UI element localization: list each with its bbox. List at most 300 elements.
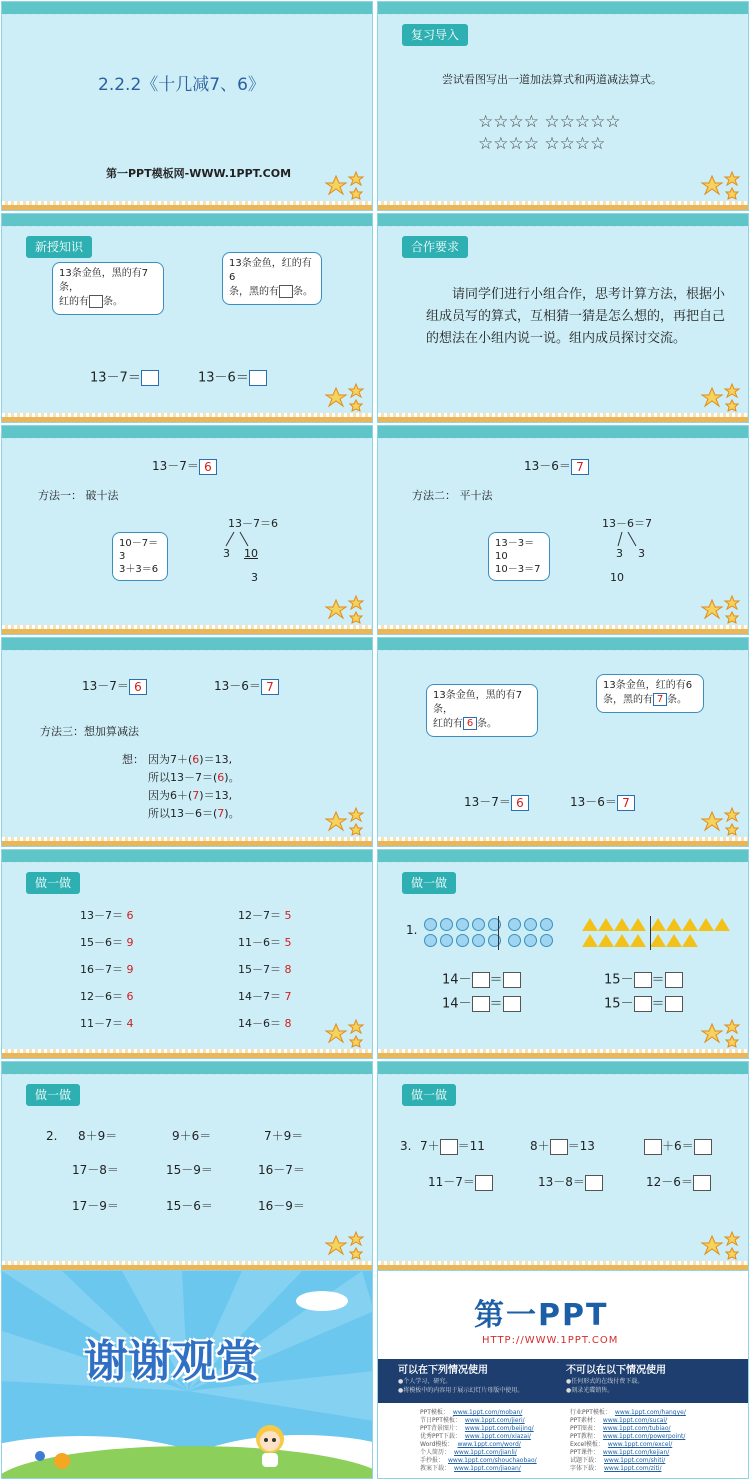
slide-info bbox=[377, 1270, 749, 1479]
blank-box bbox=[585, 1175, 603, 1191]
scallop-band bbox=[2, 850, 372, 862]
split-left: 3 bbox=[616, 547, 623, 560]
equation-text: 7＋ bbox=[420, 1139, 440, 1153]
blank-equation bbox=[420, 1138, 485, 1155]
link-row[interactable] bbox=[570, 1457, 665, 1465]
equation-text: 13－6＝ bbox=[570, 795, 617, 809]
think-label: 想： bbox=[122, 753, 144, 766]
stars-decoration-icon bbox=[322, 1018, 366, 1048]
speech-bubble-right bbox=[222, 252, 322, 305]
triangle-shape bbox=[682, 934, 698, 947]
triangle-shape bbox=[598, 918, 614, 931]
blank-box bbox=[634, 972, 652, 988]
stars-row-2: ☆☆☆☆ ☆☆☆☆ bbox=[478, 134, 606, 154]
blank-box bbox=[440, 1139, 458, 1155]
equation-1 bbox=[464, 794, 529, 811]
scallop-band bbox=[2, 426, 372, 438]
method-label: 方法三：想加算减法 bbox=[40, 725, 139, 738]
answer-box: 6 bbox=[463, 717, 477, 730]
practice-answer: 4 bbox=[123, 1017, 134, 1030]
equation-2 bbox=[198, 370, 267, 387]
link-url[interactable]: www.1ppt.com/jiaoan/ bbox=[454, 1465, 521, 1472]
equation-text: 13－6＝ bbox=[524, 459, 571, 473]
cooperation-text: 请同学们进行小组合作，思考计算方法，根据小组成员写的算式，互相猜一猜是怎么想的，再把自己的想法在小组内说一说。组内成员探讨交流。 bbox=[426, 287, 726, 346]
practice-answer: 9 bbox=[123, 963, 134, 976]
bubble-text: 红的有 bbox=[433, 718, 463, 730]
link-label: 字体下载： bbox=[570, 1465, 601, 1472]
equation-text: 13－8＝ bbox=[538, 1175, 585, 1189]
scallop-band bbox=[378, 850, 748, 862]
bottom-band bbox=[378, 417, 748, 422]
slide-title bbox=[1, 1, 373, 211]
scallop-band bbox=[378, 214, 748, 226]
reason-answer: 7 bbox=[217, 807, 225, 820]
scallop-band bbox=[378, 638, 748, 650]
divider-line bbox=[498, 916, 499, 950]
blank-equation bbox=[604, 996, 683, 1013]
triangle-shape bbox=[598, 934, 614, 947]
practice-answer: 8 bbox=[281, 963, 292, 976]
link-label: 教案下载： bbox=[420, 1465, 451, 1472]
section-tag: 做一做 bbox=[402, 872, 456, 894]
stars-decoration-icon bbox=[322, 382, 366, 412]
link-row[interactable] bbox=[420, 1425, 534, 1433]
link-label: PPT课件： bbox=[570, 1449, 599, 1456]
slide-method-1 bbox=[1, 425, 373, 635]
bubble-text: 13条金鱼，黑的有7条， bbox=[59, 268, 149, 293]
bottom-band bbox=[2, 629, 372, 634]
link-label: PPT背景图片： bbox=[420, 1425, 461, 1432]
answer-box: 7 bbox=[571, 459, 589, 475]
bottom-band bbox=[2, 205, 372, 210]
divider-line bbox=[650, 916, 651, 950]
slide-review bbox=[377, 1, 749, 211]
bubble-text: 红的有 bbox=[59, 296, 89, 308]
link-url[interactable]: www.1ppt.com/word/ bbox=[457, 1441, 521, 1448]
stars-decoration-icon bbox=[698, 382, 742, 412]
cartoon-character-icon bbox=[248, 1421, 292, 1471]
link-label: 优秀PPT下载： bbox=[420, 1433, 461, 1440]
blank-box bbox=[503, 972, 521, 988]
reason-answer: 7 bbox=[192, 789, 200, 802]
equation-text: 12－6＝ bbox=[646, 1175, 693, 1189]
practice-answer: 6 bbox=[123, 909, 134, 922]
circle-shape bbox=[508, 934, 521, 947]
slide-new-knowledge bbox=[1, 213, 373, 423]
blank-box bbox=[693, 1175, 711, 1191]
circle-shape bbox=[440, 918, 453, 931]
triangle-shape bbox=[582, 934, 598, 947]
exercise: 8＋9＝ bbox=[78, 1129, 118, 1143]
bottom-band bbox=[2, 1053, 372, 1058]
link-label: 试题下载： bbox=[570, 1457, 601, 1464]
equation-text: 13－7＝ bbox=[152, 459, 199, 473]
stars-decoration-icon bbox=[322, 806, 366, 836]
circle-shape bbox=[456, 934, 469, 947]
practice-item bbox=[80, 1016, 134, 1032]
circle-shape bbox=[424, 934, 437, 947]
exercise: 16－9＝ bbox=[258, 1199, 305, 1213]
section-tag: 做一做 bbox=[26, 872, 80, 894]
link-url[interactable]: www.1ppt.com/xiazai/ bbox=[464, 1433, 531, 1440]
practice-item bbox=[238, 989, 292, 1005]
circle-shape bbox=[424, 918, 437, 931]
thanks-title: 谢谢观赏 bbox=[84, 1336, 260, 1387]
triangle-shape bbox=[614, 934, 630, 947]
triangle-shape bbox=[666, 934, 682, 947]
answer-box: 6 bbox=[129, 679, 147, 695]
bubble-text: 条。 bbox=[477, 718, 497, 730]
equation-text: 11－7＝ bbox=[428, 1175, 475, 1189]
scallop-band bbox=[2, 2, 372, 14]
slide-answers bbox=[377, 637, 749, 847]
cannot-use-item: ●任何形式的在线付费下载。 bbox=[566, 1378, 644, 1385]
link-label: 行业PPT模板： bbox=[570, 1409, 611, 1416]
scallop-band bbox=[378, 426, 748, 438]
practice-question: 15－6＝ bbox=[80, 936, 123, 949]
equation-text: ＝11 bbox=[457, 1139, 485, 1153]
link-row[interactable] bbox=[420, 1433, 531, 1441]
practice-answer: 6 bbox=[123, 990, 134, 1003]
link-row[interactable] bbox=[570, 1425, 671, 1433]
answer-box: 7 bbox=[653, 693, 667, 706]
practice-item bbox=[238, 1016, 292, 1032]
split-bottom: 10 bbox=[610, 571, 624, 584]
answer-box bbox=[141, 370, 159, 386]
blank-box bbox=[89, 295, 103, 308]
equation-answered bbox=[524, 458, 589, 475]
triangle-shape bbox=[666, 918, 682, 931]
triangle-shape bbox=[698, 918, 714, 931]
link-label: 手抄报： bbox=[420, 1457, 445, 1464]
equation-text: 15－ bbox=[604, 996, 634, 1012]
question-number: 2. bbox=[46, 1129, 58, 1143]
tree-top: 13－6＝7 bbox=[602, 517, 652, 530]
link-row[interactable] bbox=[420, 1465, 521, 1473]
bubble-text: 13－3＝10 bbox=[495, 538, 535, 562]
link-url[interactable]: www.1ppt.com/jieri/ bbox=[464, 1417, 525, 1424]
bubble-text: 3＋3＝6 bbox=[119, 564, 159, 575]
stars-decoration-icon bbox=[698, 1018, 742, 1048]
reason-text: )。 bbox=[224, 771, 240, 784]
can-use-item: ●个人学习、研究。 bbox=[398, 1378, 452, 1385]
equation-text: ＝ bbox=[489, 996, 503, 1012]
slide-practice-2 bbox=[377, 849, 749, 1059]
stars-decoration-icon bbox=[698, 170, 742, 200]
link-label: PPT教程： bbox=[570, 1433, 599, 1440]
speech-bubble-left bbox=[426, 684, 538, 737]
stars-decoration-icon bbox=[322, 170, 366, 200]
reason-answer: 6 bbox=[192, 753, 200, 766]
link-label: Word模板： bbox=[420, 1441, 454, 1448]
blank-box bbox=[550, 1139, 568, 1155]
blank-box bbox=[665, 972, 683, 988]
bottom-band bbox=[378, 841, 748, 846]
blank-equation bbox=[530, 1138, 595, 1155]
bubble-text: 条。 bbox=[667, 694, 687, 706]
blank-equation bbox=[442, 996, 521, 1013]
equation-text: ＝13 bbox=[567, 1139, 595, 1153]
link-row[interactable] bbox=[570, 1449, 669, 1457]
exercise: 9＋6＝ bbox=[172, 1129, 212, 1143]
circle-shape bbox=[456, 918, 469, 931]
bubble-text: 13条金鱼，黑的有7条， bbox=[433, 690, 523, 715]
practice-item bbox=[80, 989, 134, 1005]
practice-answer: 9 bbox=[123, 936, 134, 949]
blank-equation bbox=[538, 1174, 603, 1191]
bottom-band bbox=[378, 629, 748, 634]
scallop-band bbox=[378, 2, 748, 14]
question-number: 1. bbox=[406, 923, 418, 937]
scallop-band bbox=[2, 1062, 372, 1074]
equation-text: ＝ bbox=[651, 996, 665, 1012]
speech-bubble-left bbox=[52, 262, 164, 315]
blank-box bbox=[503, 996, 521, 1012]
stars-decoration-icon bbox=[322, 1230, 366, 1260]
practice-answer: 7 bbox=[281, 990, 292, 1003]
blank-box bbox=[634, 996, 652, 1012]
blank-box bbox=[694, 1139, 712, 1155]
bottom-band bbox=[2, 841, 372, 846]
triangle-shape bbox=[630, 918, 646, 931]
practice-item bbox=[80, 962, 134, 978]
exercise: 16－7＝ bbox=[258, 1163, 305, 1177]
link-url[interactable]: www.1ppt.com/jianli/ bbox=[454, 1449, 517, 1456]
equation-1 bbox=[90, 370, 159, 387]
reason-text: )。 bbox=[224, 807, 240, 820]
link-label: 个人简历： bbox=[420, 1449, 451, 1456]
triangle-shape bbox=[650, 934, 666, 947]
scallop-band bbox=[2, 638, 372, 650]
split-left: 3 bbox=[223, 547, 230, 560]
link-row[interactable] bbox=[570, 1417, 667, 1425]
circle-shape bbox=[524, 934, 537, 947]
practice-item bbox=[238, 935, 292, 951]
section-tag: 合作要求 bbox=[402, 236, 468, 258]
link-url[interactable]: www.1ppt.com/powerpoint/ bbox=[602, 1433, 686, 1440]
section-tag: 复习导入 bbox=[402, 24, 468, 46]
stars-decoration-icon bbox=[322, 594, 366, 624]
slide-practice-4 bbox=[377, 1061, 749, 1271]
equation-text: 15－ bbox=[604, 972, 634, 988]
slide-practice-3 bbox=[1, 1061, 373, 1271]
circle-shape bbox=[488, 918, 501, 931]
reason-text: )＝13, bbox=[199, 789, 233, 802]
link-url[interactable]: www.1ppt.com/sucai/ bbox=[602, 1417, 668, 1424]
link-url[interactable]: www.1ppt.com/tubiao/ bbox=[602, 1425, 671, 1432]
circle-shape bbox=[540, 918, 553, 931]
bubble-text: 条，黑的有 bbox=[603, 694, 653, 706]
triangle-shape bbox=[614, 918, 630, 931]
method-label: 方法二： 平十法 bbox=[412, 489, 493, 502]
usage-banner bbox=[378, 1359, 749, 1403]
blank-equation bbox=[646, 1174, 711, 1191]
scallop-band bbox=[378, 1062, 748, 1074]
link-row[interactable] bbox=[570, 1441, 672, 1449]
review-prompt: 尝试看图写出一道加法算式和两道减法算式。 bbox=[442, 73, 662, 86]
bubble-text: 10－7＝3 bbox=[119, 538, 159, 562]
split-middle: 10 bbox=[244, 547, 258, 560]
exercise: 17－9＝ bbox=[72, 1199, 119, 1213]
circle-shape bbox=[508, 918, 521, 931]
link-url[interactable]: www.1ppt.com/hangye/ bbox=[614, 1409, 686, 1416]
triangle-shape bbox=[582, 918, 598, 931]
link-row[interactable] bbox=[420, 1457, 537, 1465]
bottom-band bbox=[2, 417, 372, 422]
site-label: 第一PPT模板网-WWW.1PPT.COM bbox=[106, 167, 292, 180]
link-url[interactable]: www.1ppt.com/excel/ bbox=[607, 1441, 673, 1448]
stars-decoration-icon bbox=[698, 1230, 742, 1260]
equation-1 bbox=[82, 678, 147, 695]
link-url[interactable]: www.1ppt.com/moban/ bbox=[452, 1409, 523, 1416]
practice-item bbox=[238, 962, 292, 978]
blank-equation bbox=[428, 1174, 493, 1191]
tree-top: 13－7＝6 bbox=[228, 517, 278, 530]
exercise: 17－8＝ bbox=[72, 1163, 119, 1177]
method-label: 方法一： 破十法 bbox=[38, 489, 119, 502]
practice-item bbox=[80, 935, 134, 951]
answer-box: 7 bbox=[261, 679, 279, 695]
triangle-shape bbox=[650, 918, 666, 931]
link-row[interactable] bbox=[570, 1433, 685, 1441]
practice-question: 11－7＝ bbox=[80, 1017, 123, 1030]
reason-line-4 bbox=[148, 806, 240, 822]
circle-shape bbox=[472, 934, 485, 947]
link-row[interactable] bbox=[420, 1417, 525, 1425]
brand-url: HTTP://WWW.1PPT.COM bbox=[482, 1335, 619, 1346]
link-row[interactable] bbox=[420, 1441, 521, 1449]
practice-answer: 5 bbox=[281, 909, 292, 922]
reason-text: 因为6＋( bbox=[148, 789, 193, 802]
reason-line-3 bbox=[148, 788, 232, 804]
equation-text: ＋6＝ bbox=[662, 1139, 694, 1153]
section-tag: 新授知识 bbox=[26, 236, 92, 258]
blank-box bbox=[472, 996, 490, 1012]
practice-answer: 8 bbox=[281, 1017, 292, 1030]
split-middle: 3 bbox=[638, 547, 645, 560]
circle-shape bbox=[488, 934, 501, 947]
equation-2 bbox=[570, 794, 635, 811]
practice-question: 14－7＝ bbox=[238, 990, 281, 1003]
exercise: 15－9＝ bbox=[166, 1163, 213, 1177]
link-url[interactable]: www.1ppt.com/beijing/ bbox=[464, 1425, 534, 1432]
link-url[interactable]: www.1ppt.com/shouchaobao/ bbox=[448, 1457, 537, 1464]
equation-text: 14－ bbox=[442, 972, 472, 988]
bottom-band bbox=[378, 1053, 748, 1058]
reason-text: 所以13－7＝( bbox=[148, 771, 218, 784]
slide-thanks bbox=[1, 1270, 373, 1479]
cannot-use-item: ●刻录光碟销售。 bbox=[566, 1387, 614, 1394]
equation-text: 13－6＝ bbox=[214, 679, 261, 693]
can-use-item: ●将模板中的内容用于展示幻灯片母版中使用。 bbox=[398, 1387, 524, 1394]
blank-equation bbox=[644, 1138, 712, 1155]
link-row[interactable] bbox=[570, 1409, 686, 1417]
blank-equation bbox=[442, 972, 521, 989]
blank-box bbox=[475, 1175, 493, 1191]
reason-text: 所以13－6＝( bbox=[148, 807, 218, 820]
triangle-shape bbox=[682, 918, 698, 931]
link-url[interactable]: www.1ppt.com/shiti/ bbox=[604, 1457, 666, 1464]
link-row[interactable] bbox=[420, 1449, 517, 1457]
can-use-title: 可以在下列情况使用 bbox=[398, 1365, 488, 1376]
answer-box bbox=[249, 370, 267, 386]
practice-item bbox=[80, 908, 134, 924]
practice-question: 14－6＝ bbox=[238, 1017, 281, 1030]
blank-box bbox=[472, 972, 490, 988]
practice-question: 12－7＝ bbox=[238, 909, 281, 922]
practice-question: 16－7＝ bbox=[80, 963, 123, 976]
equation-text: 13－7＝ bbox=[82, 679, 129, 693]
reason-text: )＝13, bbox=[199, 753, 233, 766]
practice-item bbox=[238, 908, 292, 924]
circle-shape bbox=[524, 918, 537, 931]
slide-practice-1 bbox=[1, 849, 373, 1059]
bubble-text: 条。 bbox=[103, 296, 123, 308]
link-url[interactable]: www.1ppt.com/kejian/ bbox=[602, 1449, 670, 1456]
stars-decoration-icon bbox=[698, 806, 742, 836]
bubble-text: 条。 bbox=[293, 286, 313, 298]
lesson-title: 2.2.2《十几减7、6》 bbox=[98, 75, 265, 95]
slide-method-2 bbox=[377, 425, 749, 635]
reason-answer: 6 bbox=[217, 771, 225, 784]
exercise: 7＋9＝ bbox=[264, 1129, 304, 1143]
equation-text: 14－ bbox=[442, 996, 472, 1012]
circle-shape bbox=[472, 918, 485, 931]
equation-text: ＝ bbox=[651, 972, 665, 988]
calc-bubble bbox=[112, 532, 168, 581]
slide-cooperation bbox=[377, 213, 749, 423]
bubble-text: 13条金鱼，红的有6 bbox=[229, 258, 312, 283]
practice-question: 12－6＝ bbox=[80, 990, 123, 1003]
blank-box bbox=[644, 1139, 662, 1155]
split-bottom: 3 bbox=[251, 571, 258, 584]
practice-question: 13－7＝ bbox=[80, 909, 123, 922]
practice-question: 15－7＝ bbox=[238, 963, 281, 976]
practice-question: 11－6＝ bbox=[238, 936, 281, 949]
equation-text: 8＋ bbox=[530, 1139, 550, 1153]
triangle-shape bbox=[714, 918, 730, 931]
slide-method-3 bbox=[1, 637, 373, 847]
equation-text: ＝ bbox=[489, 972, 503, 988]
link-label: 节日PPT模板： bbox=[420, 1417, 461, 1424]
equation-2 bbox=[214, 678, 279, 695]
blank-box bbox=[665, 996, 683, 1012]
split-lines bbox=[606, 530, 656, 550]
exercise: 15－6＝ bbox=[166, 1199, 213, 1213]
bubble-text: 13条金鱼，红的有6 bbox=[603, 680, 693, 691]
triangle-shape bbox=[630, 934, 646, 947]
link-label: PPT图表： bbox=[570, 1425, 599, 1432]
circle-shape bbox=[440, 934, 453, 947]
link-row[interactable] bbox=[420, 1409, 522, 1417]
equation-text: 13－7＝ bbox=[464, 795, 511, 809]
reason-line-2 bbox=[148, 770, 240, 786]
bottom-band bbox=[378, 205, 748, 210]
scallop-band bbox=[2, 214, 372, 226]
link-row[interactable] bbox=[570, 1465, 661, 1473]
stars-decoration-icon bbox=[698, 594, 742, 624]
link-url[interactable]: www.1ppt.com/ziti/ bbox=[604, 1465, 662, 1472]
answer-box: 6 bbox=[511, 795, 529, 811]
brand-logo: 第一PPT bbox=[474, 1298, 609, 1333]
bubble-text: 条，黑的有 bbox=[229, 286, 279, 298]
reason-line-1 bbox=[148, 752, 232, 768]
blank-box bbox=[279, 285, 293, 298]
stars-row-1: ☆☆☆☆ ☆☆☆☆☆ bbox=[478, 112, 621, 132]
link-label: PPT素材： bbox=[570, 1417, 599, 1424]
section-tag: 做一做 bbox=[402, 1084, 456, 1106]
link-label: Excel模板： bbox=[570, 1441, 604, 1448]
